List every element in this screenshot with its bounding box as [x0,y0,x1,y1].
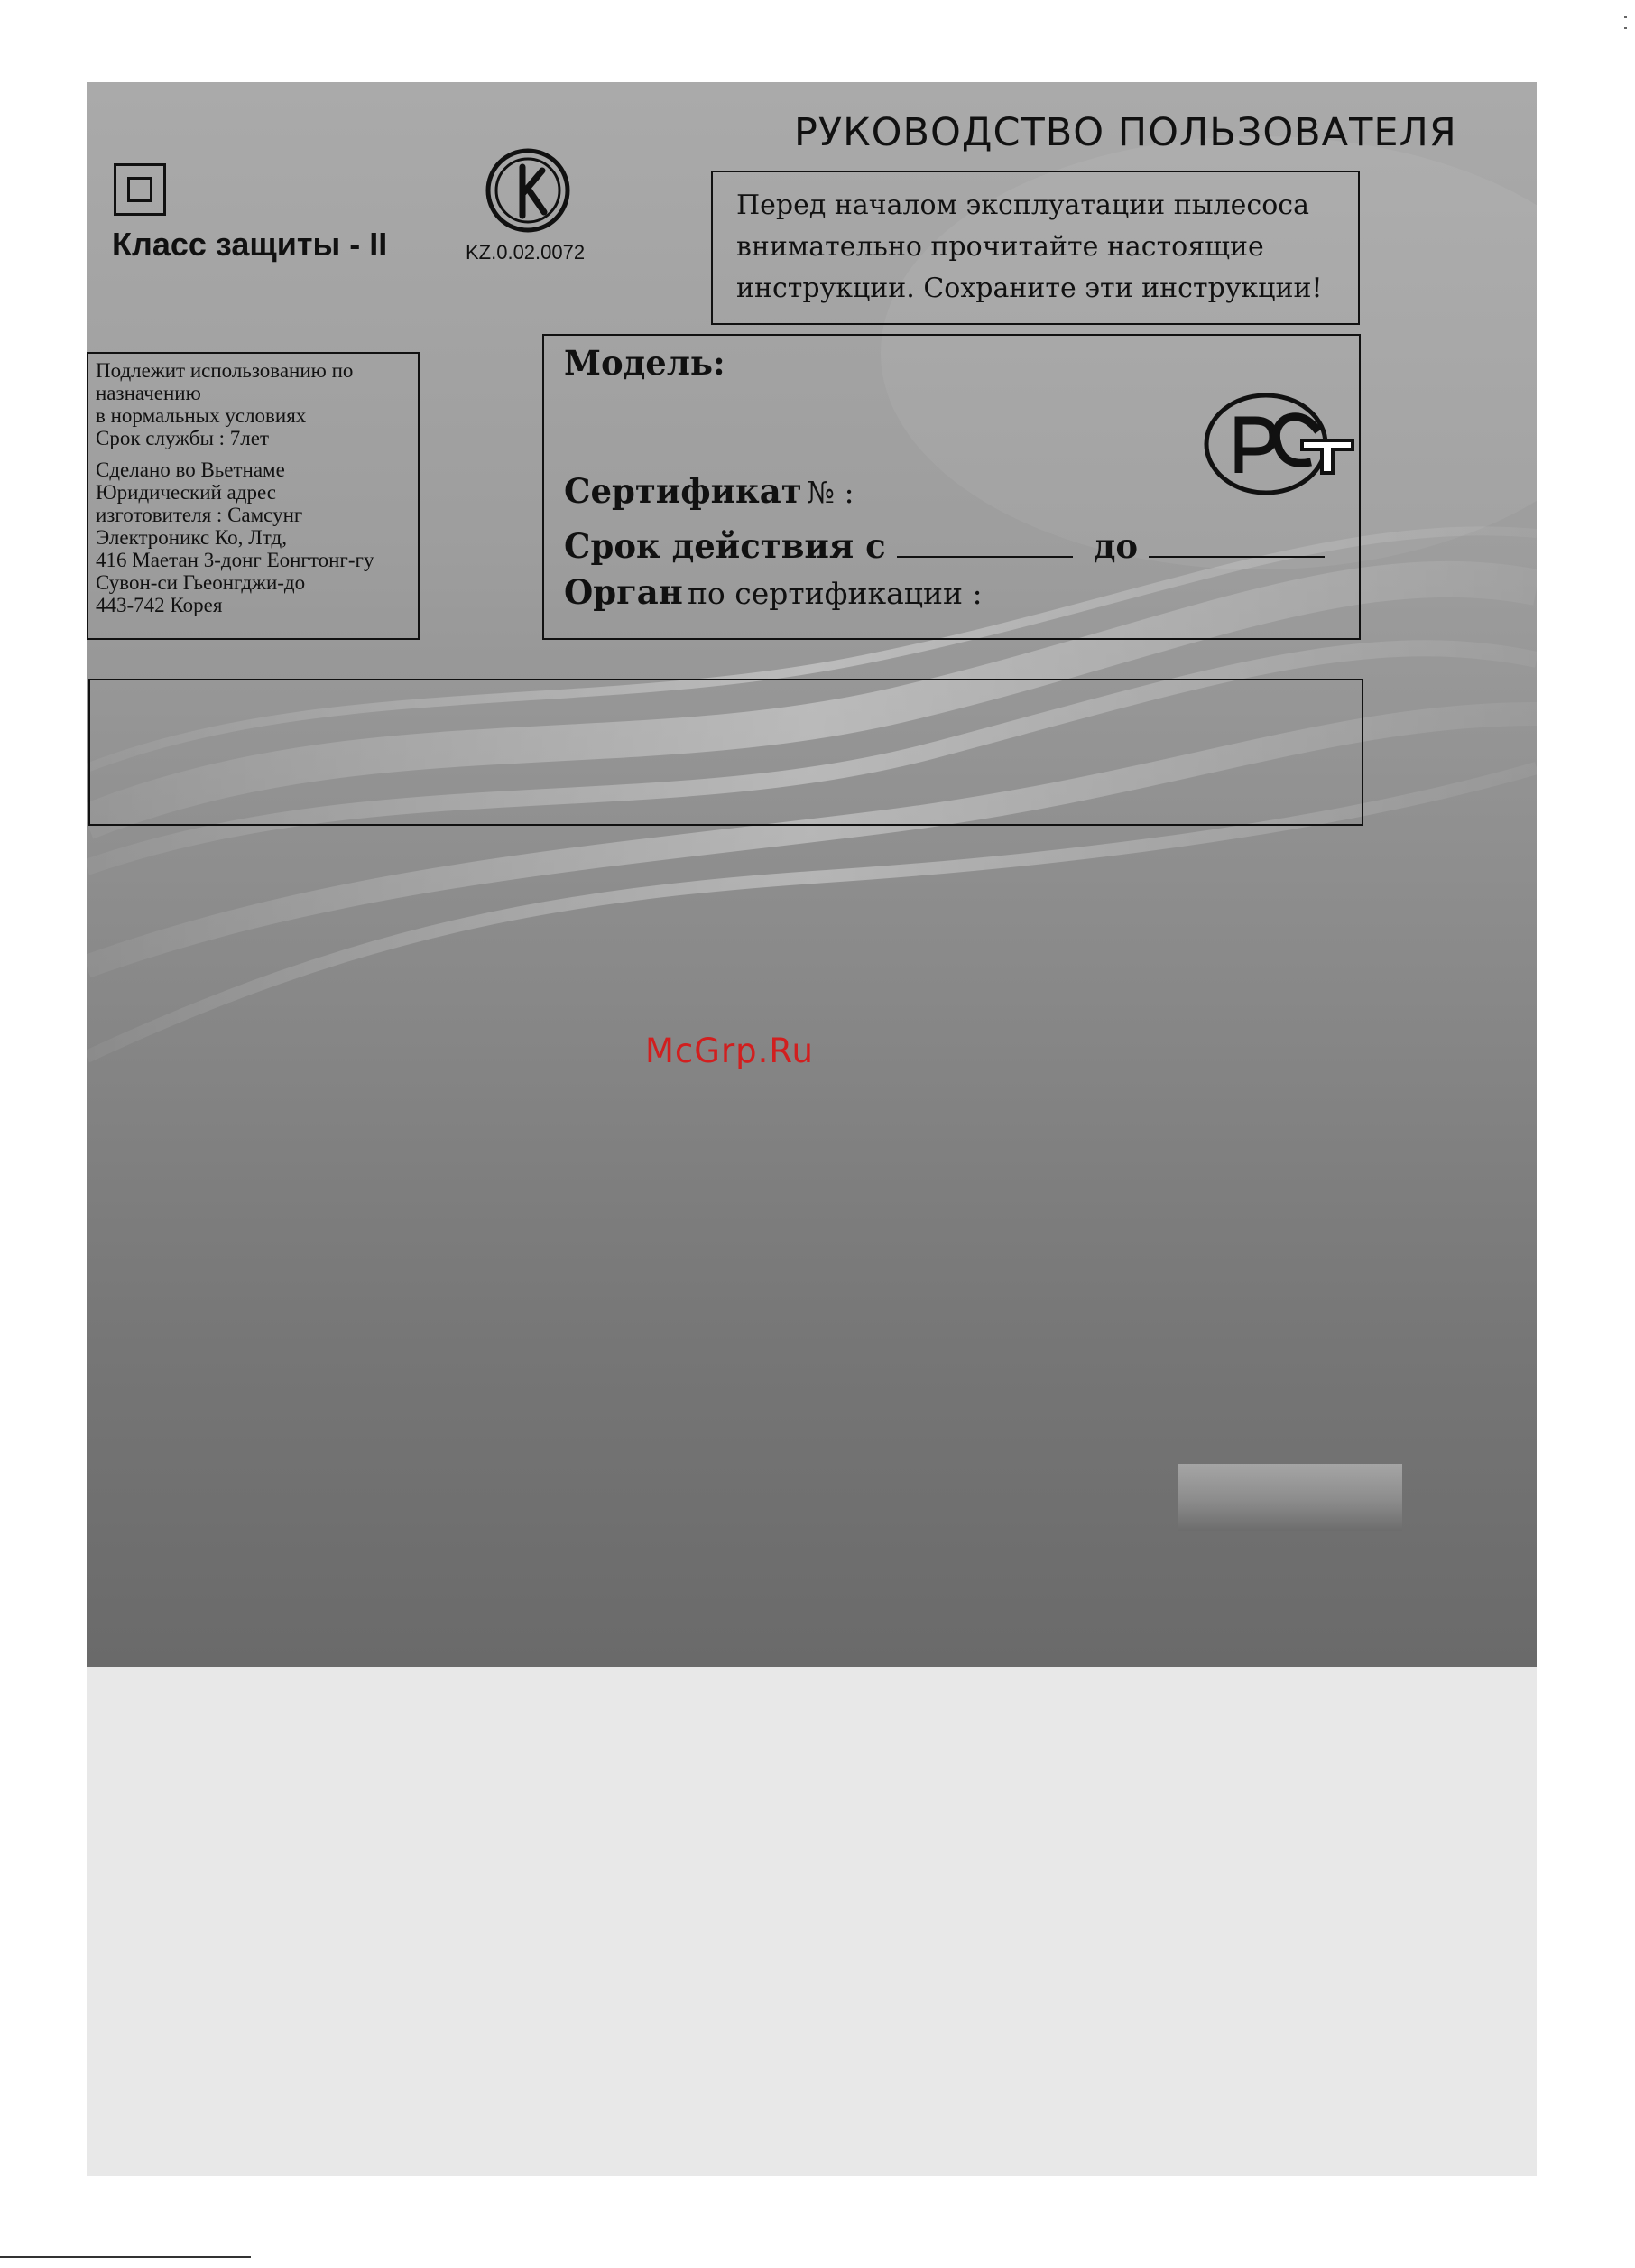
info-line: 443-742 Корея [96,594,223,616]
certificate-label: Сертификат [564,471,802,511]
notice-line: внимательно прочитайте настоящие [736,231,1264,263]
crop-mark [1624,27,1627,29]
crop-mark [1624,16,1627,18]
notice-box [711,171,1360,325]
kz-code: KZ.0.02.0072 [466,241,586,264]
notice-line: Перед началом эксплуатации пылесоса [736,190,1309,221]
footer-rule [0,2256,251,2258]
notice-line: инструкции. Сохраните эти инструкции! [736,273,1323,304]
lower-panel [87,1667,1537,2176]
certification-body-label-rest: по сертификации : [687,576,983,611]
info-line: Сделано во Вьетнаме [96,458,285,481]
manufacturer-info-box [87,352,420,640]
validity-from-field[interactable] [897,534,1073,558]
info-line: назначению [96,382,201,404]
model-label: Модель: [564,343,725,383]
pct-certification-logo-icon [1203,390,1356,498]
info-line: Юридический адрес [96,481,276,504]
validity-label: Срок действия с [564,526,886,566]
protection-class-label: Класс защиты - II [112,226,388,263]
language-tag [1178,1464,1402,1531]
info-line: в нормальных условиях [96,404,307,427]
certificate-box [542,334,1361,640]
info-line: Подлежит использованию по [96,359,354,382]
info-line: Электроникс Ко, Лтд, [96,526,287,549]
page-title: РУКОВОДСТВО ПОЛЬЗОВАТЕЛЯ [794,110,1457,155]
certificate-number-label: № : [806,475,854,510]
validity-to-field[interactable] [1149,534,1325,558]
watermark: McGrp.Ru [645,1032,814,1070]
info-line: Срок службы : 7лет [96,427,270,449]
info-line: 416 Маетан 3-донг Еонгтонг-гу [96,549,374,571]
certification-body-label: Орган [564,572,683,612]
info-line: Сувон-си Гьеонгджи-до [96,571,306,594]
info-line: изготовителя : Самсунг [96,504,303,526]
kz-certification-logo-icon [485,147,571,234]
double-insulation-icon [114,163,166,216]
empty-info-box [88,679,1363,826]
validity-to-label: до [1093,526,1139,566]
